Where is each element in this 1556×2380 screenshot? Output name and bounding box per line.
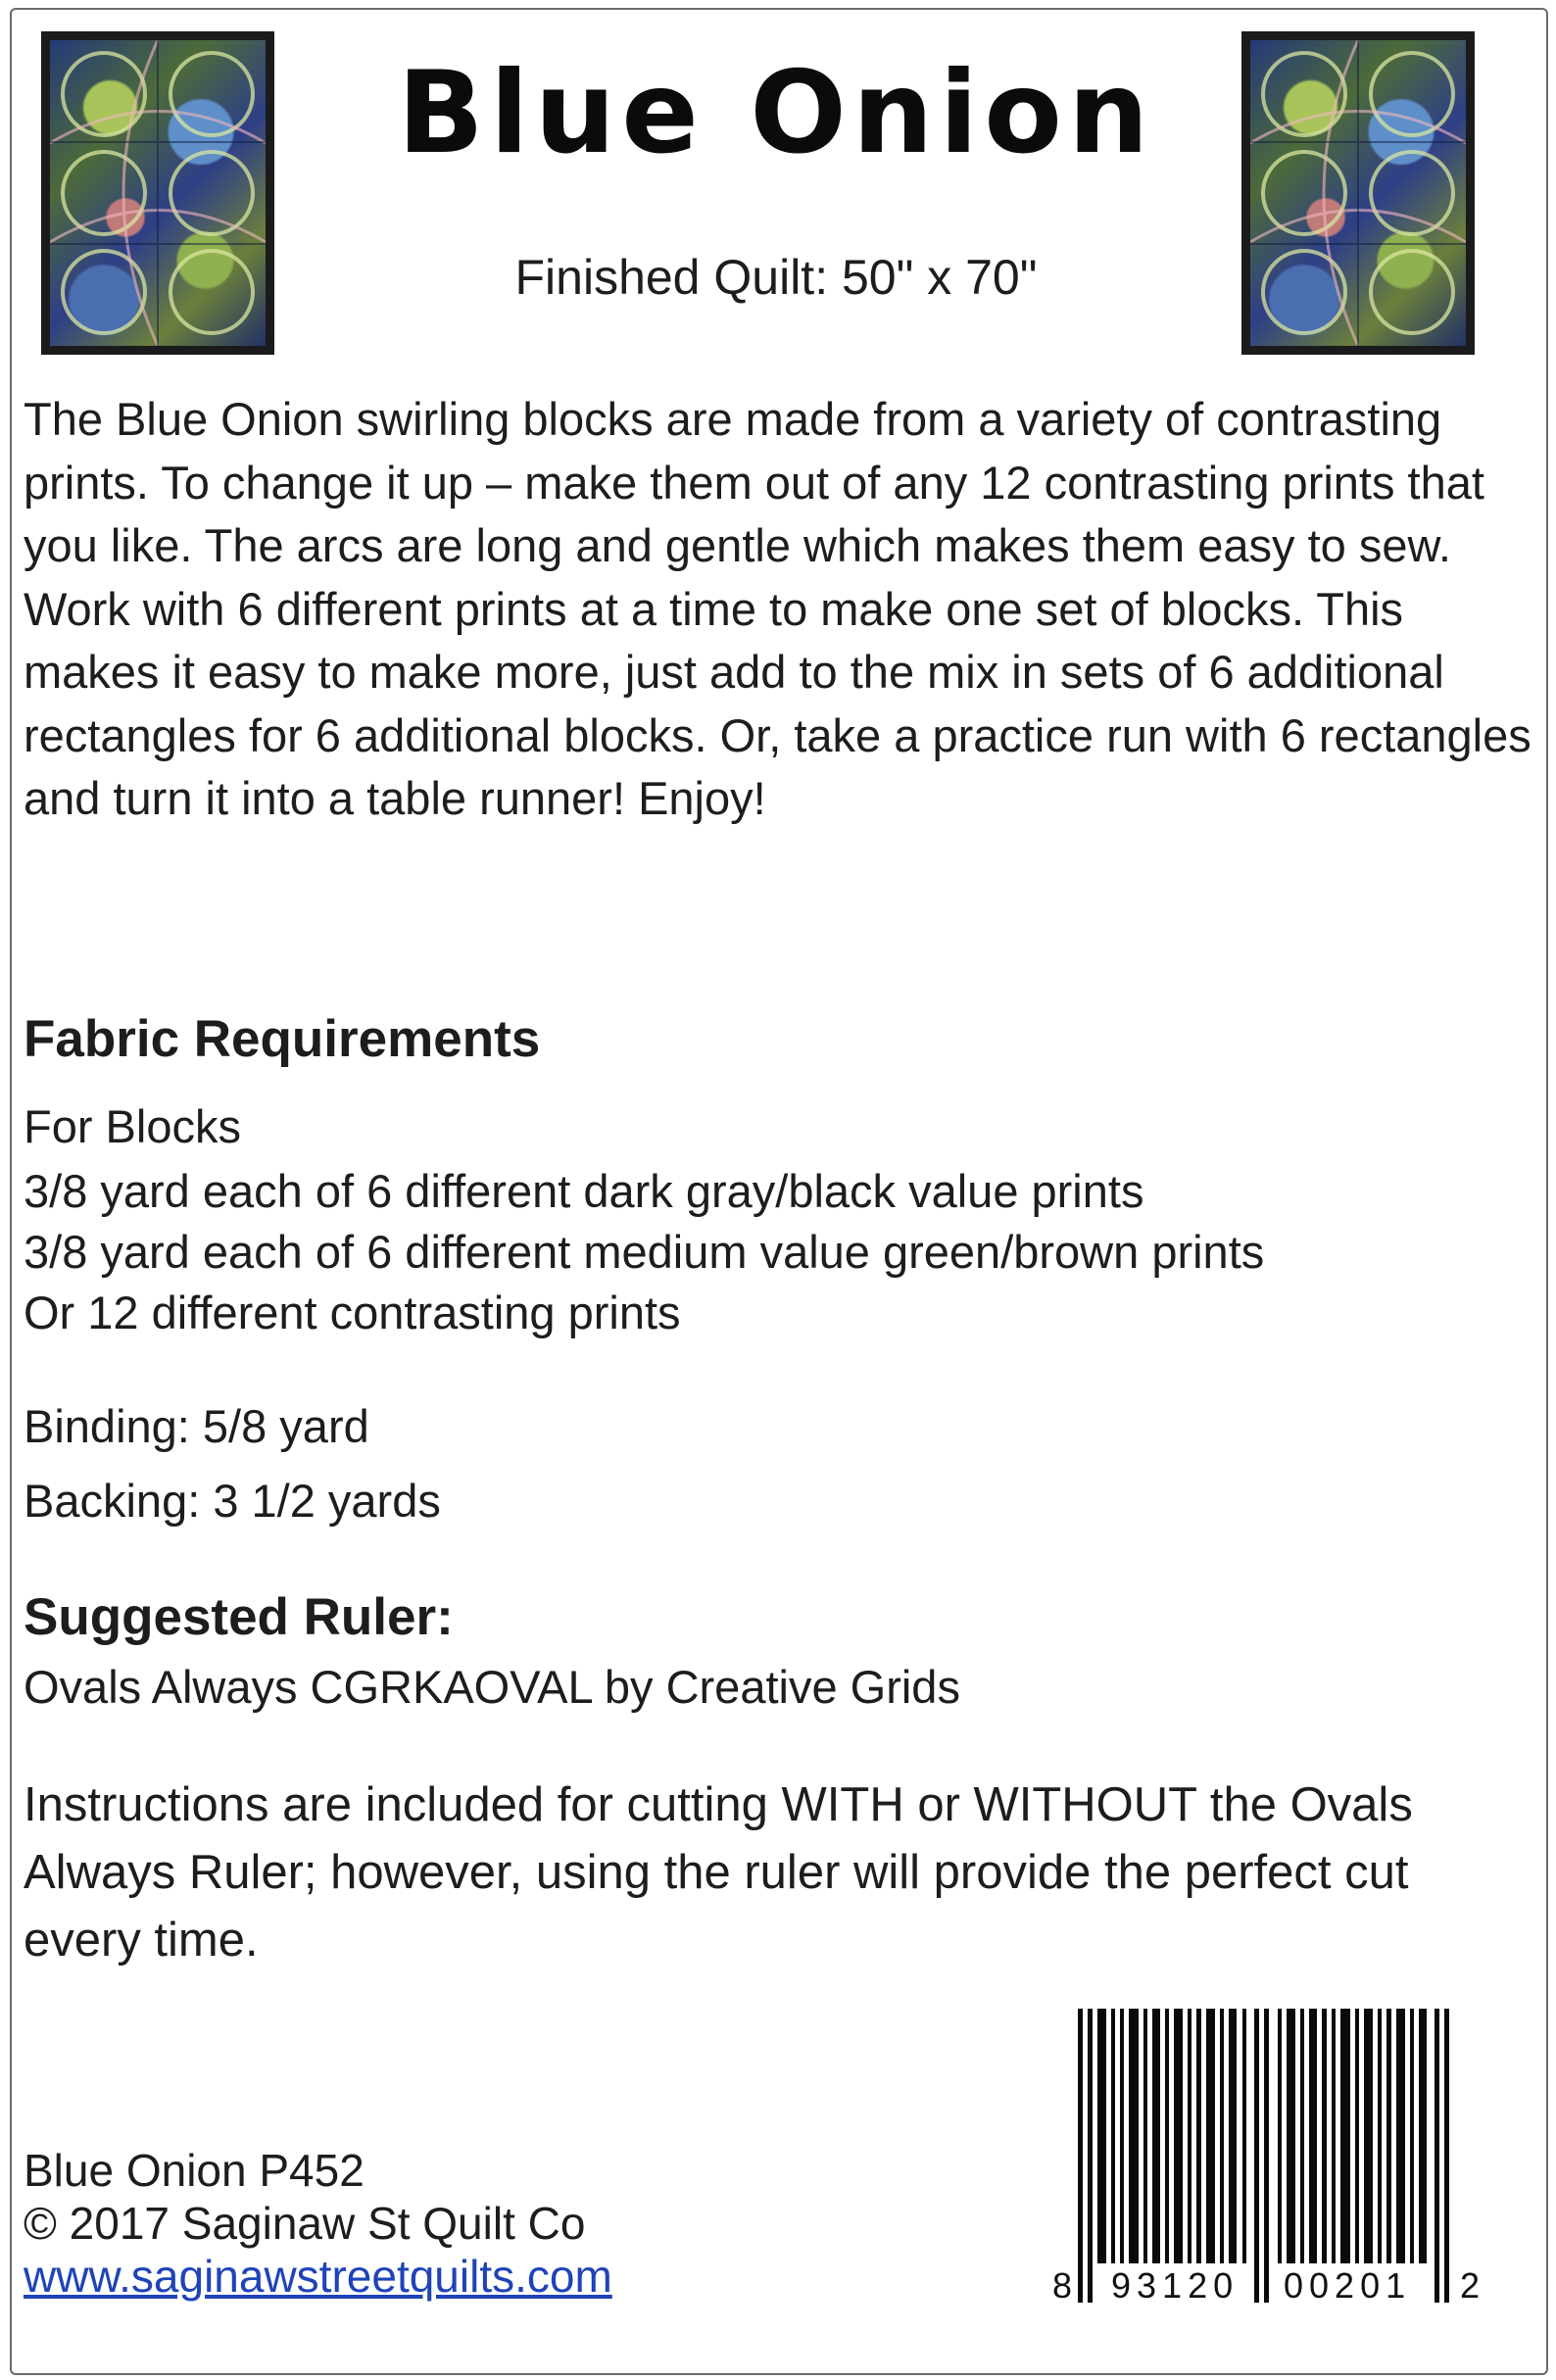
fabric-item: Or 12 different contrasting prints	[24, 1287, 681, 1338]
copyright: © 2017 Saginaw St Quilt Co	[24, 2198, 586, 2249]
fabric-heading: Fabric Requirements	[24, 1010, 541, 1068]
quilt-arcs	[50, 40, 266, 346]
finished-size: Finished Quilt: 50" x 70"	[514, 250, 1038, 305]
website-link[interactable]: www.saginawstreetquilts.com	[24, 2251, 612, 2302]
binding-requirement: Binding: 5/8 yard	[24, 1400, 369, 1452]
quilt-photo-right	[1241, 31, 1475, 355]
barcode-check-digit: 2	[1460, 2265, 1481, 2306]
barcode-first-digit: 8	[1052, 2265, 1073, 2306]
intro-paragraph: The Blue Onion swirling blocks are made from a variety of contrasting prints. To change it up – make them out of any 12 contrasting prints that you like. The arcs are long and gentle which makes them easy to sew. Work with 6 different prints at a time to make one set of blocks. This makes it easy to make more, just add to the mix in sets of 6 additional rectangles for 6 additional blocks. Or, take a practice run with 6 rectangles and turn it into a table runner! Enjoy!	[24, 393, 1532, 824]
barcode-right-group: 00201	[1284, 2265, 1412, 2306]
fabric-item: 3/8 yard each of 6 different medium value green/brown prints	[24, 1226, 1265, 1278]
fabric-item: 3/8 yard each of 6 different dark gray/black value prints	[24, 1165, 1144, 1217]
pattern-title: Blue Onion	[397, 47, 1155, 179]
instructions-paragraph: Instructions are included for cutting WITH or WITHOUT the Ovals Always Ruler; however, using the ruler will provide the perfect cut every time.	[24, 1778, 1413, 1967]
footer	[24, 2144, 612, 2303]
pattern-card	[10, 8, 1548, 2375]
barcode-left-group: 93120	[1111, 2265, 1240, 2306]
product-code: Blue Onion P452	[24, 2145, 365, 2196]
quilt-photo-left	[41, 31, 274, 355]
barcode	[1050, 2009, 1501, 2322]
blocks-subheading: For Blocks	[24, 1100, 241, 1152]
quilt-image	[1250, 40, 1466, 346]
quilt-arcs	[1250, 40, 1466, 346]
ruler-name: Ovals Always CGRKAOVAL by Creative Grids	[24, 1661, 960, 1713]
ruler-heading: Suggested Ruler:	[24, 1588, 454, 1646]
quilt-image	[50, 40, 266, 346]
backing-requirement: Backing: 3 1/2 yards	[24, 1475, 441, 1527]
